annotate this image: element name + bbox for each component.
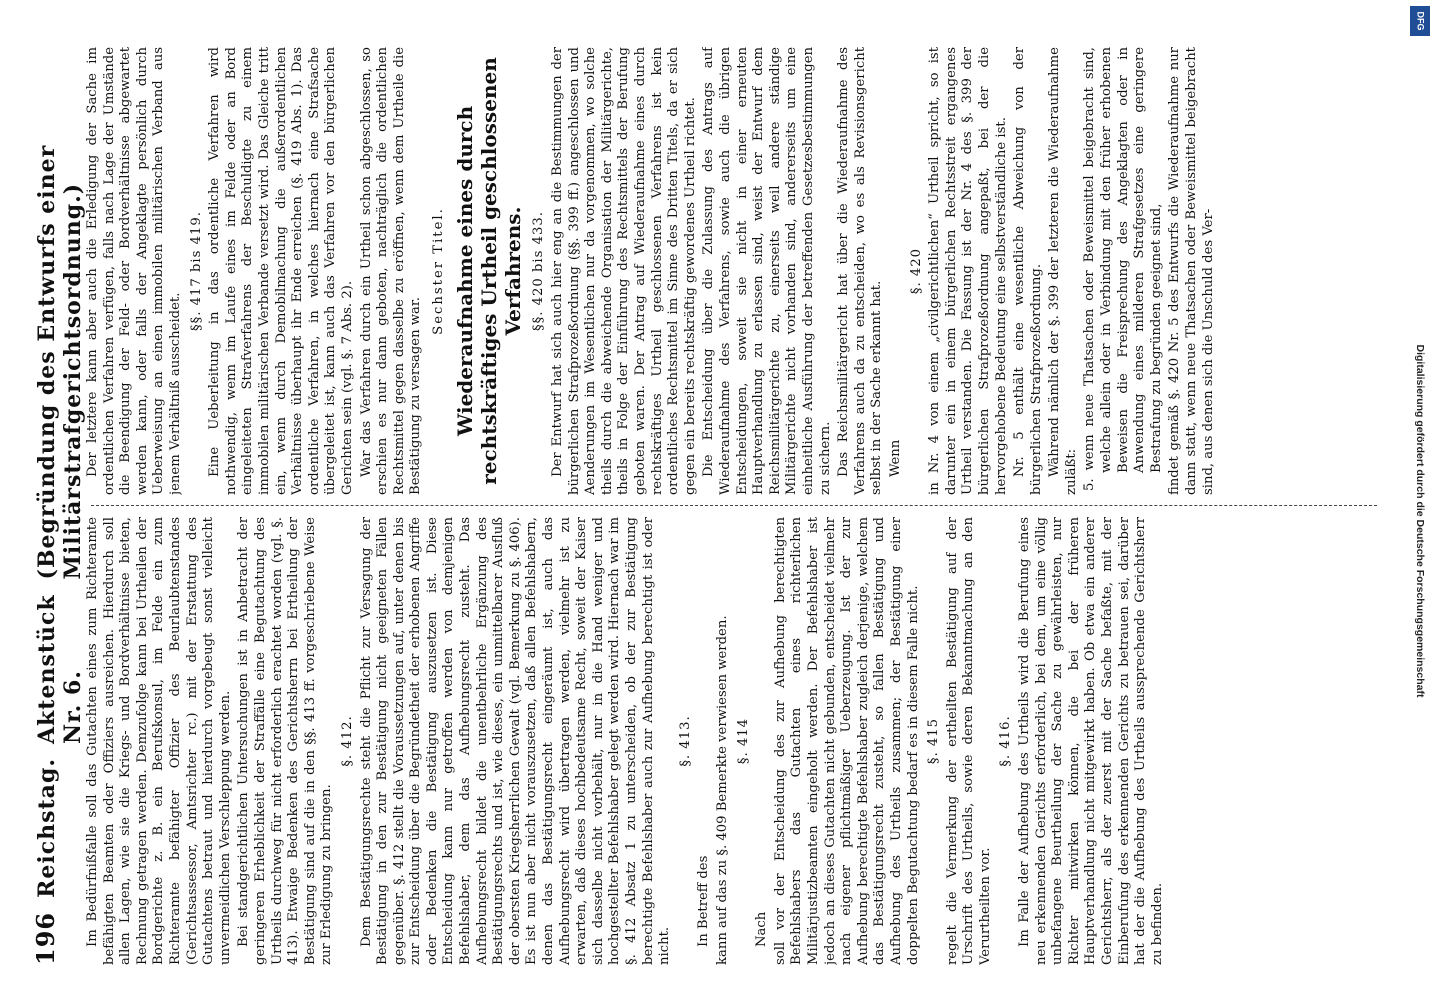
- paragraph: Eine Ueberleitung in das ordentliche Verfahren wird nothwendig, wenn im Laufe eines im Felde oder an Bord eingeleiteten Strafverfahrens der Beschuldigte zu einem immobilen militärischen Verbande versetzt wird. Das Gleiche tritt ein, wenn durch Demobilmachung die außerordentlichen Verhältnisse überhaupt ihr Ende erreichen (§. 419 Abs. 1). Das ordentliche Verfahren, in welches hiernach eine Strafsache übergeleitet ist, kann auch das Verfahren vor den bürgerlichen Gerichten sein (vgl. §. 7 Abs. 2).: [207, 47, 355, 495]
- digitization-notice: [1410, 6, 1430, 996]
- paragraph: findet gemäß §. 420 Nr. 5 des Entwurfs die Wiederaufnahme nur dann statt, wenn neue Thatsachen oder Beweismittel beigebracht sind, aus denen sich die Unschuld des Ver-: [1167, 47, 1216, 495]
- section-heading: §. 414: [735, 717, 751, 765]
- header-title: Aktenstück Nr. 6.: [34, 594, 86, 745]
- right-column: [85, 47, 1387, 495]
- page-number: 196: [31, 911, 60, 965]
- dfg-badge-text: DFG: [1415, 11, 1425, 31]
- section-heading: §. 416.: [998, 715, 1014, 767]
- paragraph: Im Bedürfnißfalle soll das Gutachten eines zum Richteramte befähigten Beamten oder Offiziers ausreichen. Hierdurch soll allen Lagen, wie sie die Kriegs- und Bordverhältnisse bieten, Rechnung getragen werden. Demzufolge kann bei Urtheilen der Bordgerichte z. B. ein Berufskonsul, im Felde ein zum Richteramte befähigter Offizier des Beurlaubtenstandes (Gerichtsassessor, Amtsrichter rc.) mit der Erstattung des Gutachtens betraut und hierdurch vorgebeugt sonst vielleicht unvermeidlichen Verschleppung werden.: [85, 517, 233, 965]
- paragraph: Im Falle der Aufhebung des Urtheils wird die Berufung eines neu erkennenden Gerichts erforderlich, bei dem, um eine völlig unbefangene Beurtheilung der Sache zu gewährleisten, nur Richter mitwirken können, die bei der früheren Hauptverhandlung nicht mitgewirkt haben. Ob etwa ein anderer Gerichtsherr, als der zuerst mit der Sache befaßte, mit der Einberufung des erkennenden Gerichts zu betrauen sei, darüber hat der die Aufhebung des Urtheils aussprechende Gerichtsherr zu befinden.: [1017, 517, 1165, 965]
- section-heading: §. 412.: [339, 715, 355, 767]
- section-heading: §. 413.: [677, 715, 693, 767]
- paragraph: Nach: [754, 911, 770, 947]
- dfg-logo: [1410, 6, 1430, 36]
- paragraph: Das Reichsmilitärgericht hat über die Wiederaufnahme des Verfahrens auch da zu entscheiden, wo es als Revisionsgericht selbst in der Sache erkannt hat.: [836, 47, 885, 495]
- left-column: [85, 517, 1387, 965]
- paragraph: in Nr. 4 von einem „civilgerichtlichen“ Urtheil spricht, so ist darunter ein in einem bürgerlichen Rechtsstreit ergangenes Urtheil verstanden. Die Fassung ist der Nr. 4 des §. 399 der bürgerlichen Strafprozeßordnung angepaßt, bei der die hervorgehobene Bedeutung eine selbstverständliche ist.: [927, 47, 1009, 495]
- paragraph: Wenn: [887, 439, 903, 477]
- paragraph: Der letztere kann aber auch die Erledigung der Sache im ordentlichen Verfahren verfügen, falls nach Lage der Umstände die Beendigung der Feld- oder Bordverhältnisse abgewartet werden kann, oder falls der Angeklagte persönlich durch Ueberweisung an einen immobilen militärischen Verband aus jenem Verhältniß ausscheidet.: [85, 47, 183, 495]
- paragraph: Der Entwurf hat sich auch hier eng an die Bestimmungen der bürgerlichen Strafprozeßordnung (§§. 399 ff.) angeschlossen und Aenderungen im Wesentlichen nur da vorgenommen, wo solche theils durch die abweichende Organisation der Militärgerichte, theils in Folge der Einführung des Rechtsmittels der Berufung geboten waren. Der Antrag auf Wiederaufnahme eines durch rechtskräftiges Urtheil geschlossenen Verfahrens ist kein ordentliches Rechtsmittel im Sinne des Dritten Titels, da er sich gegen ein bereits rechtskräftig gewordenes Urtheil richtet.: [550, 47, 698, 495]
- document-page: [7, 5, 1417, 995]
- list-item: 5. wenn neue Thatsachen oder Beweismittel beigebracht sind, welche allein oder in Verbindung mit den früher erhobenen Beweisen die Freisprechung des Angeklagten oder in Anwendung eines milderen Strafgesetzes eine geringere Bestrafung zu begründen geeignet sind,: [1082, 47, 1164, 491]
- paragraph: Die Entscheidung über die Zulassung des Antrags auf Wiederaufnahme des Verfahrens, sowie auch die übrigen Entscheidungen, soweit sie nicht in einer erneuten Hauptverhandlung zu erlassen sind, weist der Entwurf dem Reichsmilitärgerichte zu, einerseits weil andere ständige Militärgerichte nicht vorhanden sind, andererseits um eine einheitliche Ausführung der betreffenden Gesetzesbestimmungen zu sichern.: [701, 47, 833, 495]
- paragraph: Während nämlich der §. 399 der letzteren die Wiederaufnahme zuläßt:: [1047, 47, 1079, 495]
- header-left: Reichstag.: [34, 758, 60, 898]
- paragraph: Bei standgerichtlichen Untersuchungen ist in Anbetracht der geringeren Erheblichkeit der Straffälle eine Begutachtung des Urtheils durchweg für nicht erforderlich erachtet worden (vgl. §. 413). Etwaige Bedenken des Gerichtsherrn bei Ertheilung der Bestätigung sind auf die in den §§. 413 ff. vorgeschriebene Weise zur Erledigung zu bringen.: [236, 517, 335, 965]
- section-heading: §. 420: [908, 247, 924, 295]
- section-heading: §§. 420 bis 433.: [531, 211, 547, 331]
- paragraph: regelt die Vermerkung der ertheilten Bestätigung auf der Urschrift des Urtheils, sowie deren Bekanntmachung an den Verurtheilten vor.: [944, 517, 993, 965]
- paragraph: soll vor der Entscheidung des zur Aufhebung berechtigten Befehlshabers das Gutachten eines richterlichen Militärjustizbeamten eingeholt werden. Der Befehlshaber ist jedoch an dieses Gutachten nicht gebunden, entscheidet vielmehr nach eigener pflichtmäßiger Ueberzeugung. Ist der zur Aufhebung berechtigte Befehlshaber zugleich derjenige, welchem das Bestätigungsrecht zusteht, so fallen Bestätigung und Aufhebung des Urtheils zusammen; der Bestätigung einer doppelten Begutachtung bedarf es in diesem Falle nicht.: [772, 517, 921, 965]
- chapter-title: Wiederaufnahme eines durch rechtskräftiges Urtheil geschlossenen Verfahrens.: [453, 57, 526, 485]
- chapter-number: Sechster Titel.: [430, 207, 446, 335]
- paragraph: kann auf das zu §. 409 Bemerkte verwiesen werden.: [714, 615, 730, 965]
- paragraph: In Betreff des: [696, 855, 712, 947]
- header-subtitle: (Begründung des Entwurfs einer Militärstrafgerichtsordnung.): [34, 144, 86, 580]
- paragraph: Nr. 5 enthält eine wesentliche Abweichung von der bürgerlichen Strafprozeßordnung.: [1012, 47, 1044, 495]
- column-divider: [91, 505, 1377, 506]
- paragraph: War das Verfahren durch ein Urtheil schon abgeschlossen, so erschien es nur dann geboten, nachträglich die ordentlichen Rechtsmittel gegen dasselbe zu eröffnen, wenn dem Urtheile die Bestätigung zu versagen war.: [358, 47, 424, 495]
- section-heading: §§. 417 bis 419.: [188, 211, 204, 331]
- paragraph: Dem Bestätigungsrechte steht die Pflicht zur Versagung der Bestätigung in den zur Bestätigung nicht geeigneten Fällen gegenüber. §. 412 stellt die Voraussetzungen auf, unter denen bis zur Entscheidung über die Begründetheit der erhobenen Angriffe oder Bedenken die Bestätigung auszusetzen ist. Diese Entscheidung kann nur getroffen werden von demjenigen Befehlshaber, dem das Aufhebungsrecht zusteht. Das Aufhebungsrecht bildet die unentbehrliche Ergänzung des Bestätigungsrechts und ist, wie dieses, ein unmittelbarer Ausfluß der obersten Kriegsherrlichen Gewalt (vgl. Bemerkung zu §. 406). Es ist nun aber nicht vorauszusetzen, daß allen Befehlshabern, denen das Bestätigungsrecht eingeräumt ist, auch das Aufhebungsrecht wird übertragen werden, vielmehr ist zu erwarten, daß dieses hochbedeutsame Recht, soweit der Kaiser sich dasselbe nicht vorbehält, nur in die Hand weniger und hochgestellter Befehlshaber gelegt werden wird. Hiernach war im §. 412 Absatz 1 zu unterscheiden, ob der zur Bestätigung berechtigte Befehlshaber auch zur Aufhebung berechtigt ist oder nicht.: [358, 517, 673, 965]
- digitization-text: Digitalisierung gefördert durch die Deutsche Forschungsgemeinschaft: [1414, 344, 1426, 698]
- page-header: [31, 35, 86, 965]
- section-heading: §. 415: [926, 717, 942, 765]
